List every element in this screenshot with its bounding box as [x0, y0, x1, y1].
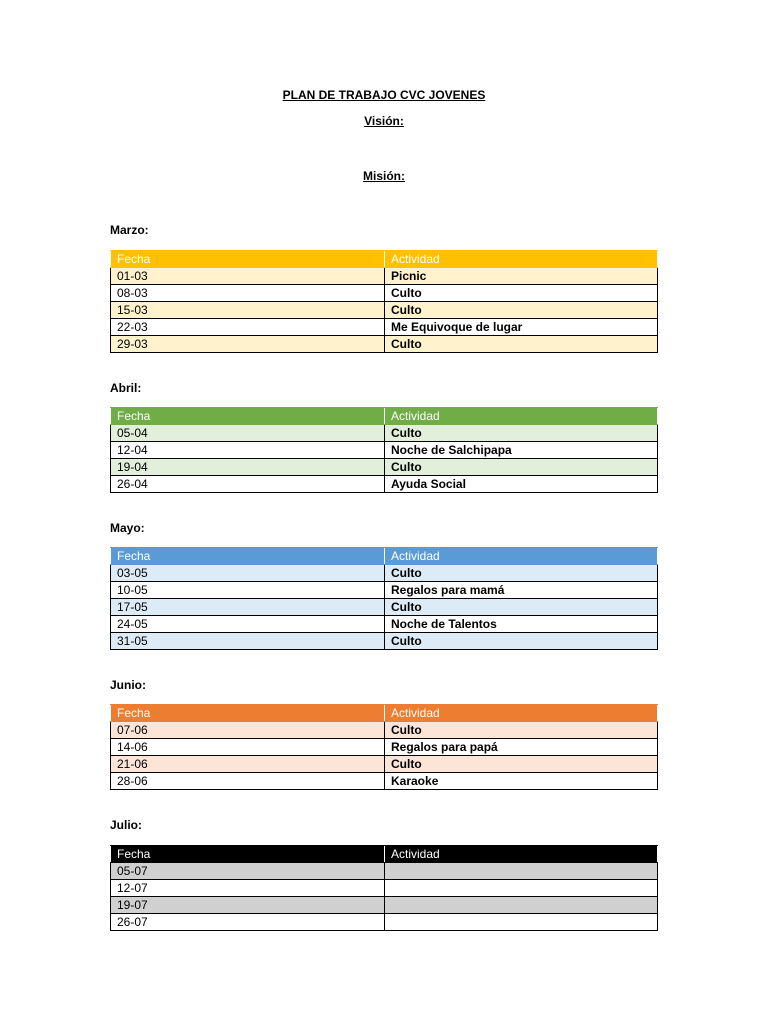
- header-actividad: Actividad: [385, 408, 658, 425]
- header-actividad: Actividad: [385, 251, 658, 268]
- fecha-cell: 14-06: [111, 739, 385, 756]
- fecha-cell: 15-03: [111, 302, 385, 319]
- header-actividad: Actividad: [385, 846, 658, 863]
- fecha-cell: 29-03: [111, 336, 385, 353]
- fecha-cell: 08-03: [111, 285, 385, 302]
- fecha-cell: 01-03: [111, 268, 385, 285]
- header-actividad: Actividad: [385, 548, 658, 565]
- header-actividad: Actividad: [385, 705, 658, 722]
- fecha-cell: 22-03: [111, 319, 385, 336]
- table-row: [111, 336, 658, 353]
- actividad-cell: Culto: [385, 756, 658, 773]
- month-heading-marzo: Marzo:: [110, 223, 149, 237]
- table-row: [111, 616, 658, 633]
- fecha-cell: 12-07: [111, 880, 385, 897]
- table-row: [111, 722, 658, 739]
- table-header-row: [111, 705, 658, 722]
- document-title: PLAN DE TRABAJO CVC JOVENES: [282, 88, 486, 102]
- fecha-cell: 03-05: [111, 565, 385, 582]
- actividad-cell: Noche de Salchipapa: [385, 442, 658, 459]
- month-heading-abril: Abril:: [110, 381, 142, 395]
- table-mayo: [110, 547, 658, 650]
- table-row: [111, 897, 658, 914]
- table-row: [111, 319, 658, 336]
- fecha-cell: 24-05: [111, 616, 385, 633]
- fecha-cell: 17-05: [111, 599, 385, 616]
- fecha-cell: 10-05: [111, 582, 385, 599]
- header-fecha: Fecha: [111, 846, 385, 863]
- fecha-cell: 26-07: [111, 914, 385, 931]
- table-row: [111, 268, 658, 285]
- actividad-cell: Regalos para papá: [385, 739, 658, 756]
- fecha-cell: 19-07: [111, 897, 385, 914]
- actividad-cell: Culto: [385, 425, 658, 442]
- vision-label: Visión:: [364, 114, 404, 128]
- table-row: [111, 756, 658, 773]
- actividad-cell: Noche de Talentos: [385, 616, 658, 633]
- header-fecha: Fecha: [111, 251, 385, 268]
- table-row: [111, 880, 658, 897]
- mision-label: Misión:: [363, 169, 405, 183]
- table-row: [111, 773, 658, 790]
- fecha-cell: 12-04: [111, 442, 385, 459]
- table-row: [111, 739, 658, 756]
- table-row: [111, 425, 658, 442]
- fecha-cell: 26-04: [111, 476, 385, 493]
- month-heading-junio: Junio:: [110, 678, 146, 692]
- actividad-cell: Picnic: [385, 268, 658, 285]
- fecha-cell: 07-06: [111, 722, 385, 739]
- month-heading-mayo: Mayo:: [110, 521, 145, 535]
- actividad-cell: Culto: [385, 599, 658, 616]
- table-header-row: [111, 548, 658, 565]
- table-row: [111, 914, 658, 931]
- actividad-cell: Culto: [385, 722, 658, 739]
- table-abril: [110, 407, 658, 493]
- table-row: [111, 459, 658, 476]
- table-row: [111, 442, 658, 459]
- fecha-cell: 31-05: [111, 633, 385, 650]
- table-julio: [110, 845, 658, 931]
- table-row: [111, 565, 658, 582]
- table-header-row: [111, 846, 658, 863]
- header-fecha: Fecha: [111, 705, 385, 722]
- fecha-cell: 28-06: [111, 773, 385, 790]
- table-row: [111, 582, 658, 599]
- actividad-cell: Culto: [385, 336, 658, 353]
- actividad-cell: [385, 897, 658, 914]
- table-row: [111, 476, 658, 493]
- table-row: [111, 633, 658, 650]
- actividad-cell: [385, 880, 658, 897]
- actividad-cell: Me Equivoque de lugar: [385, 319, 658, 336]
- actividad-cell: [385, 914, 658, 931]
- actividad-cell: Ayuda Social: [385, 476, 658, 493]
- fecha-cell: 05-07: [111, 863, 385, 880]
- fecha-cell: 19-04: [111, 459, 385, 476]
- table-header-row: [111, 251, 658, 268]
- actividad-cell: Regalos para mamá: [385, 582, 658, 599]
- actividad-cell: Culto: [385, 285, 658, 302]
- actividad-cell: Culto: [385, 633, 658, 650]
- table-marzo: [110, 250, 658, 353]
- table-row: [111, 863, 658, 880]
- fecha-cell: 05-04: [111, 425, 385, 442]
- header-fecha: Fecha: [111, 408, 385, 425]
- table-header-row: [111, 408, 658, 425]
- actividad-cell: Karaoke: [385, 773, 658, 790]
- actividad-cell: Culto: [385, 302, 658, 319]
- table-junio: [110, 704, 658, 790]
- actividad-cell: Culto: [385, 565, 658, 582]
- month-heading-julio: Julio:: [110, 818, 142, 832]
- fecha-cell: 21-06: [111, 756, 385, 773]
- table-row: [111, 302, 658, 319]
- actividad-cell: [385, 863, 658, 880]
- header-fecha: Fecha: [111, 548, 385, 565]
- table-row: [111, 285, 658, 302]
- actividad-cell: Culto: [385, 459, 658, 476]
- table-row: [111, 599, 658, 616]
